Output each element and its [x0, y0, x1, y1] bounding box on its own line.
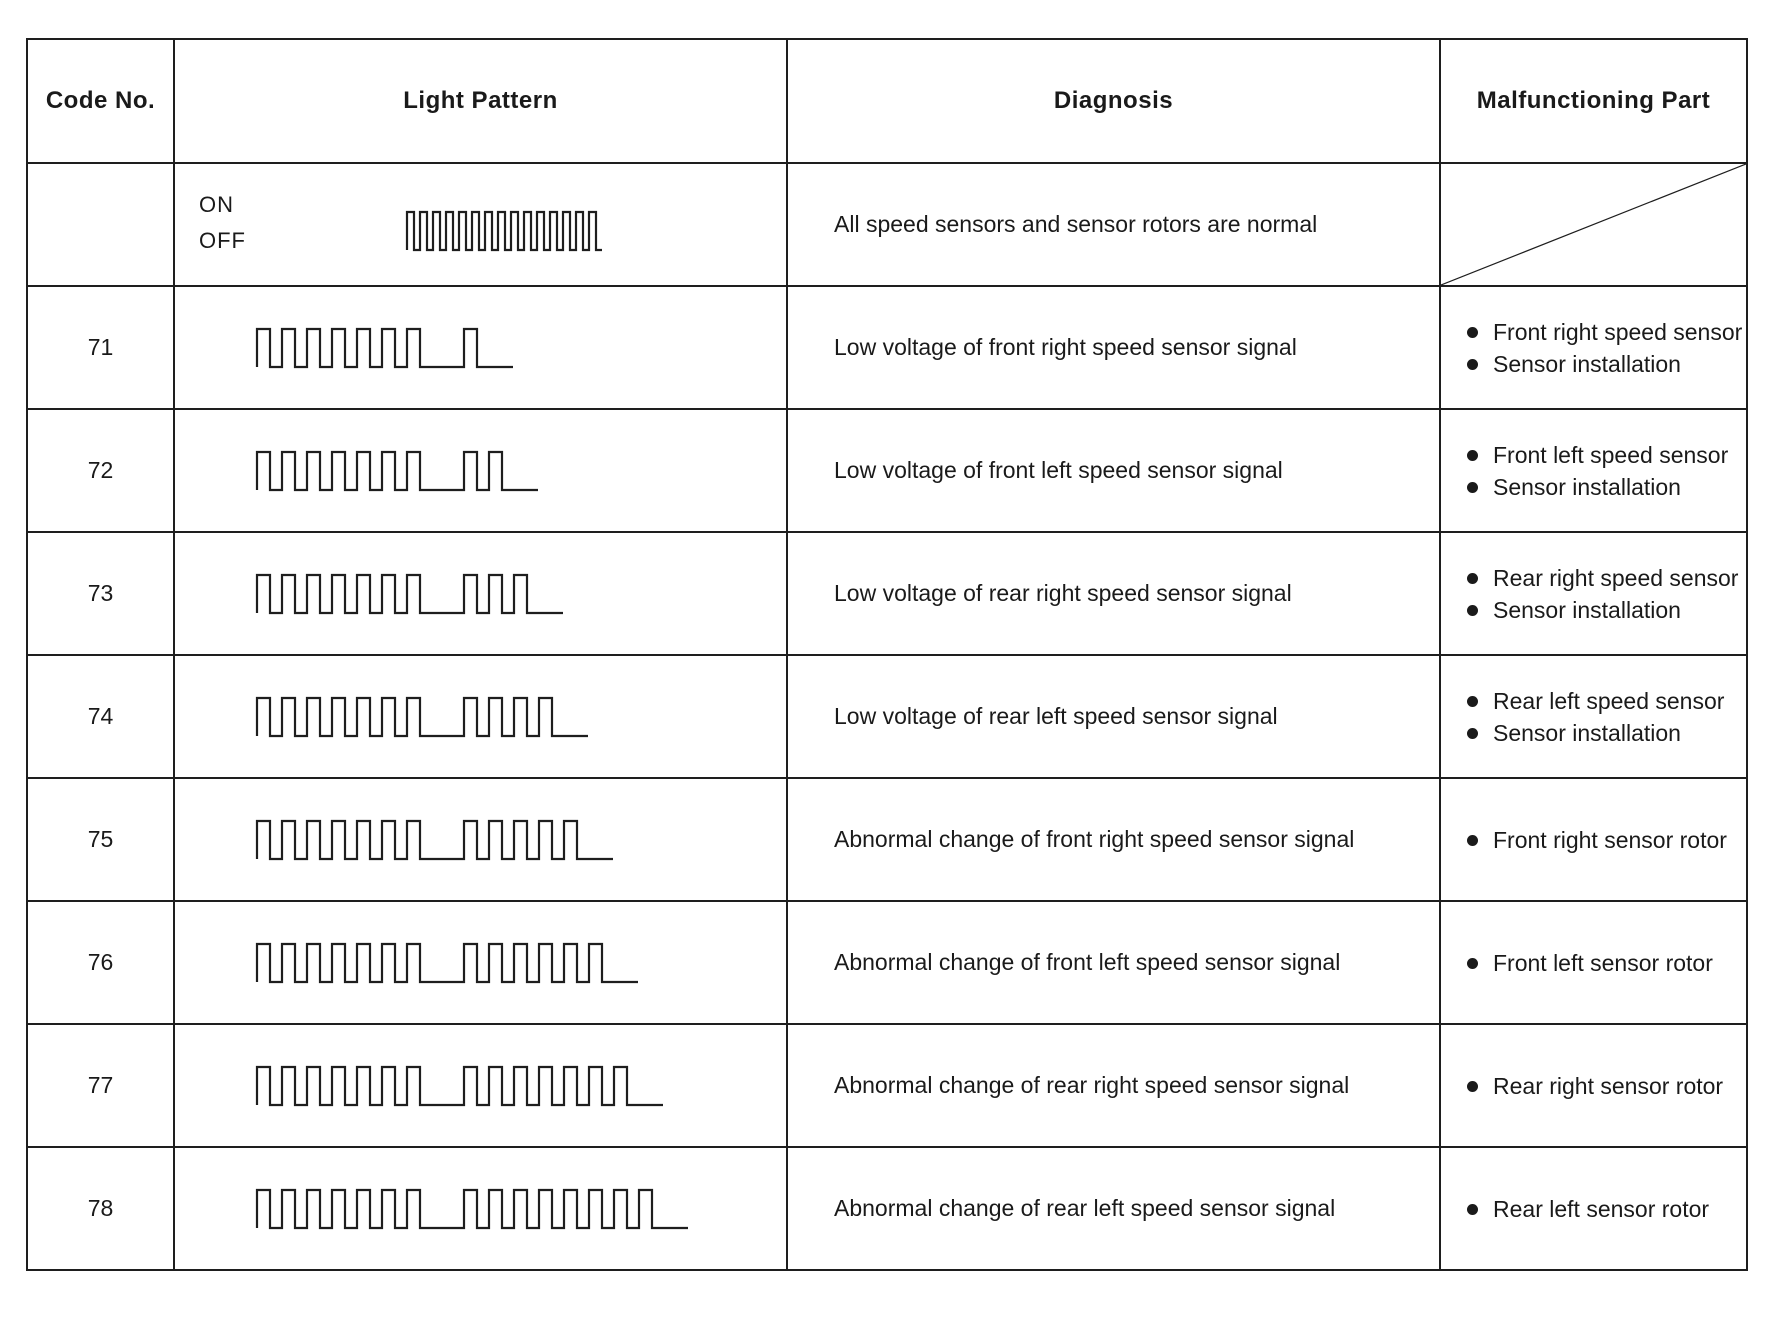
- light-pattern-waveform: [175, 410, 786, 531]
- diagnosis-text: Low voltage of front right speed sensor signal: [787, 286, 1440, 409]
- light-pattern-waveform: [175, 1025, 786, 1146]
- diagnosis-text: Low voltage of front left speed sensor signal: [787, 409, 1440, 532]
- light-pattern-cell: [174, 286, 787, 409]
- diagnosis-text: Abnormal change of rear left speed sensor signal: [787, 1147, 1440, 1270]
- part-list-item: [1465, 441, 1746, 469]
- light-pattern-waveform: [175, 902, 786, 1023]
- light-pattern-waveform: [175, 287, 786, 408]
- bullet-icon: [1467, 450, 1478, 461]
- malfunctioning-part-cell: [1440, 778, 1747, 901]
- part-list-item: [1465, 826, 1746, 854]
- on-label: ON: [199, 192, 234, 217]
- diagnosis-text: Abnormal change of front right speed sensor signal: [787, 778, 1440, 901]
- part-list-item: [1465, 1195, 1746, 1223]
- part-label: Front left sensor rotor: [1493, 949, 1713, 976]
- waveform-path: [257, 821, 613, 859]
- table-row: [27, 409, 1747, 532]
- light-pattern-waveform: [175, 533, 786, 654]
- header-malfunctioning-part: Malfunctioning Part: [1440, 39, 1747, 163]
- malfunctioning-part-cell: [1440, 286, 1747, 409]
- table-row: [27, 1147, 1747, 1270]
- bullet-icon: [1467, 835, 1478, 846]
- normal-pattern-cell: [174, 163, 787, 286]
- part-label: Rear left sensor rotor: [1493, 1195, 1710, 1222]
- diagnostic-code-table: [26, 38, 1748, 1271]
- part-label: Sensor installation: [1493, 719, 1681, 746]
- bullet-icon: [1467, 1204, 1478, 1215]
- code-number: 73: [27, 532, 174, 655]
- light-pattern-cell: [174, 1147, 787, 1270]
- light-pattern-cell: [174, 532, 787, 655]
- part-label: Rear left speed sensor: [1493, 687, 1725, 714]
- table-row: [27, 286, 1747, 409]
- light-pattern-cell: [174, 901, 787, 1024]
- waveform-path: [257, 575, 563, 613]
- part-label: Rear right sensor rotor: [1493, 1072, 1724, 1099]
- table-row: [27, 655, 1747, 778]
- waveform-path: [257, 1067, 663, 1105]
- part-list-item: [1465, 350, 1746, 378]
- part-list-item: [1465, 564, 1746, 592]
- diagonal-slash-line: [1441, 164, 1746, 285]
- waveform-path: [257, 944, 638, 982]
- malfunctioning-part-cell: [1440, 532, 1747, 655]
- malfunctioning-part-cell: [1440, 1024, 1747, 1147]
- diagnosis-text: Abnormal change of front left speed sensor signal: [787, 901, 1440, 1024]
- part-label: Sensor installation: [1493, 596, 1681, 623]
- malfunctioning-part-cell: [1440, 409, 1747, 532]
- diagnosis-text: Low voltage of rear right speed sensor signal: [787, 532, 1440, 655]
- light-pattern-cell: [174, 1024, 787, 1147]
- malfunctioning-part-cell: [1440, 1147, 1747, 1270]
- light-pattern-waveform: [175, 656, 786, 777]
- code-number: 72: [27, 409, 174, 532]
- table-row: [27, 778, 1747, 901]
- light-pattern-cell: [174, 655, 787, 778]
- header-row: [27, 39, 1747, 163]
- table-row: [27, 532, 1747, 655]
- part-label: Front right sensor rotor: [1493, 826, 1727, 853]
- diagnosis-text: Low voltage of rear left speed sensor signal: [787, 655, 1440, 778]
- table-row: [27, 1024, 1747, 1147]
- code-number: 74: [27, 655, 174, 778]
- normal-light-pattern: [175, 164, 786, 285]
- bullet-icon: [1467, 359, 1478, 370]
- bullet-icon: [1467, 958, 1478, 969]
- code-number: 77: [27, 1024, 174, 1147]
- bullet-icon: [1467, 1081, 1478, 1092]
- part-list-item: [1465, 473, 1746, 501]
- normal-part-empty: [1440, 163, 1747, 286]
- bullet-icon: [1467, 327, 1478, 338]
- waveform-path: [407, 212, 602, 250]
- normal-diagnosis: All speed sensors and sensor rotors are normal: [787, 163, 1440, 286]
- part-list-item: [1465, 1072, 1746, 1100]
- bullet-icon: [1467, 482, 1478, 493]
- diagnosis-text: Abnormal change of rear right speed sensor signal: [787, 1024, 1440, 1147]
- code-number: 71: [27, 286, 174, 409]
- light-pattern-waveform: [175, 779, 786, 900]
- part-list-item: [1465, 719, 1746, 747]
- waveform-path: [257, 452, 538, 490]
- code-number: 78: [27, 1147, 174, 1270]
- waveform-path: [257, 698, 588, 736]
- header-code-no: Code No.: [27, 39, 174, 163]
- code-number: 75: [27, 778, 174, 901]
- malfunctioning-part-cell: [1440, 901, 1747, 1024]
- bullet-icon: [1467, 573, 1478, 584]
- waveform-path: [257, 1190, 688, 1228]
- part-label: Sensor installation: [1493, 473, 1681, 500]
- light-pattern-waveform: [175, 1148, 786, 1269]
- waveform-path: [257, 329, 513, 367]
- bullet-icon: [1467, 696, 1478, 707]
- part-list-item: [1465, 318, 1746, 346]
- table-row: [27, 901, 1747, 1024]
- part-list-item: [1465, 596, 1746, 624]
- light-pattern-cell: [174, 409, 787, 532]
- header-light-pattern: Light Pattern: [174, 39, 787, 163]
- part-list-item: [1465, 949, 1746, 977]
- normal-row: [27, 163, 1747, 286]
- light-pattern-cell: [174, 778, 787, 901]
- part-label: Rear right speed sensor: [1493, 564, 1739, 591]
- normal-code-cell: [27, 163, 174, 286]
- part-label: Front left speed sensor: [1493, 441, 1729, 468]
- part-label: Sensor installation: [1493, 350, 1681, 377]
- bullet-icon: [1467, 605, 1478, 616]
- malfunctioning-part-cell: [1440, 655, 1747, 778]
- code-number: 76: [27, 901, 174, 1024]
- off-label: OFF: [199, 228, 246, 253]
- part-list-item: [1465, 687, 1746, 715]
- part-label: Front right speed sensor: [1493, 318, 1743, 345]
- bullet-icon: [1467, 728, 1478, 739]
- header-diagnosis: Diagnosis: [787, 39, 1440, 163]
